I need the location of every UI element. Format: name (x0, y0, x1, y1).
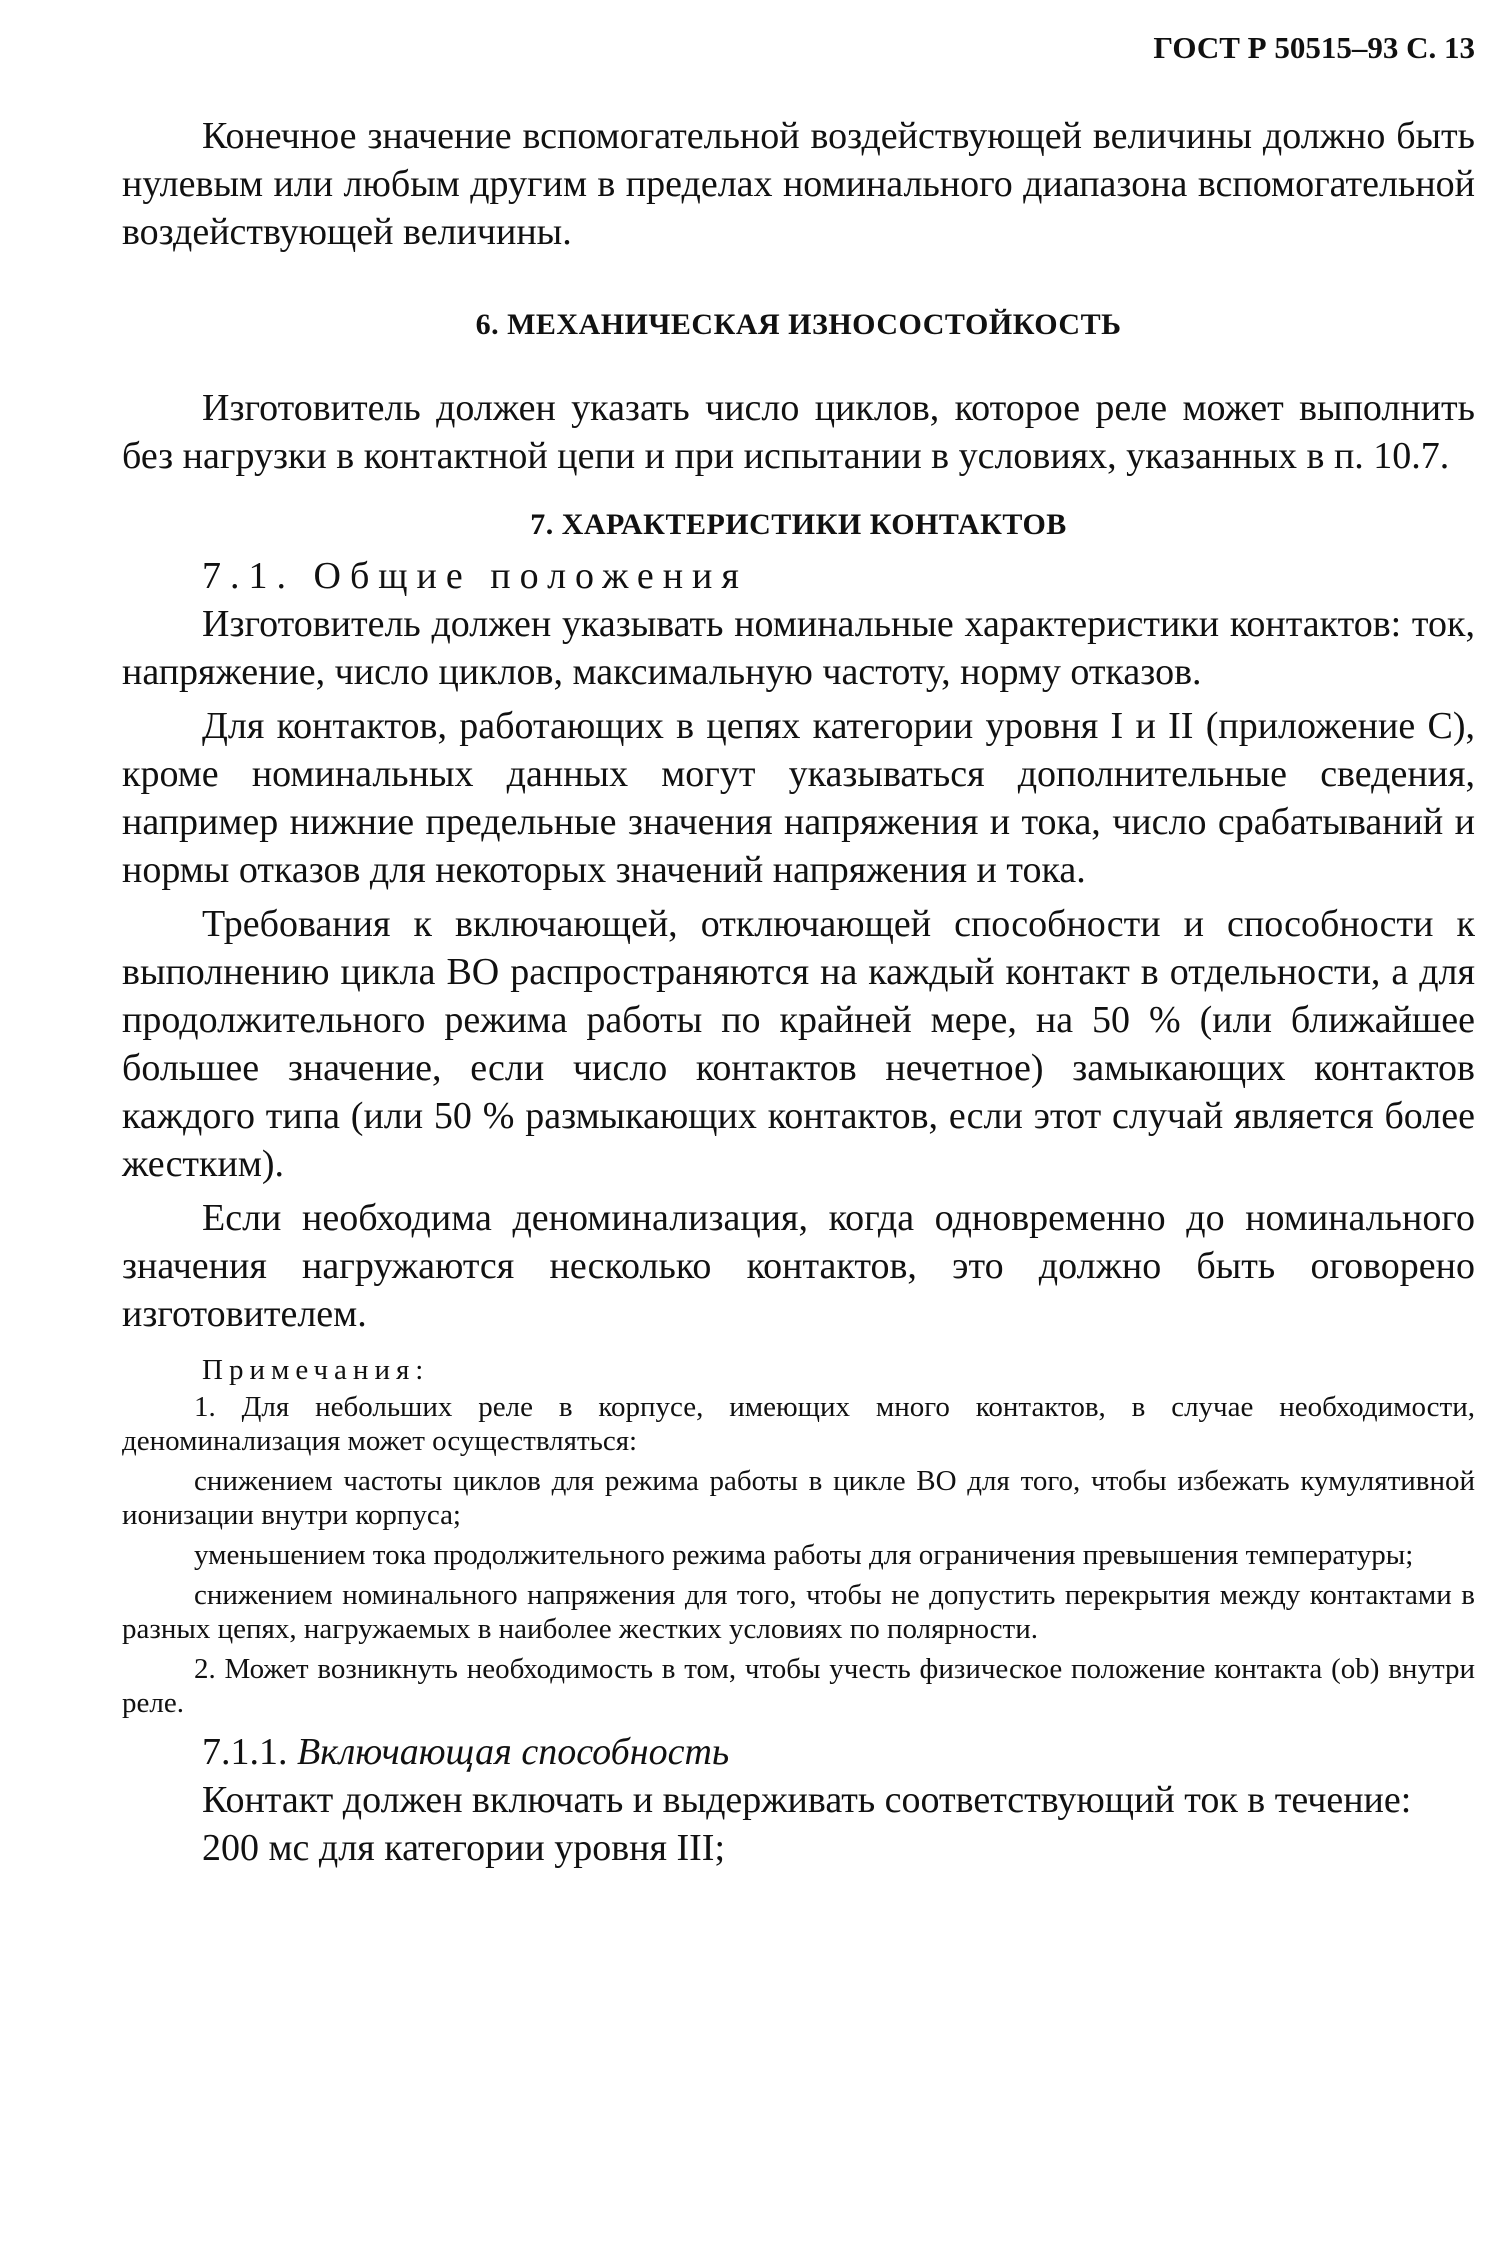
section-6-heading: 6. МЕХАНИЧЕСКАЯ ИЗНОСОСТОЙКОСТЬ (475, 308, 1122, 341)
subsection-7-1-1-title: Включающая способность (297, 1731, 730, 1773)
page-body (122, 112, 1475, 1872)
note-item: 2. Может возникнуть необходимость в том, чтобы учесть физическое положение контакта (ob) внутри реле. (122, 1653, 1475, 1719)
intro-paragraph: Конечное значение вспомогательной воздействующей величины должно быть нулевым или любым другим в пределах номинального диапазона вспомогательной воздействующей величины. (122, 115, 1475, 253)
section-7-paragraph: Если необходима деноминализация, когда одновременно до номинального значения нагружаются несколько контактов, это должно быть оговорено изготовителем. (122, 1197, 1475, 1335)
section-7-paragraph: Требования к включающей, отключающей способности и способности к выполнению цикла ВО распространяются на каждый контакт в отдельности, а для продолжительного режима работы по крайней мере, на 50 % (или ближайшее большее значение, если число контактов нечетное) замыкающих контактов каждого типа (или 50 % размыкающих контактов, если этот случай является более жестким). (122, 903, 1475, 1185)
note-item: снижением частоты циклов для режима работы в цикле ВО для того, чтобы избежать кумулятивной ионизации внутри корпуса; (122, 1465, 1475, 1531)
subsection-7-1-1-number: 7.1.1. (202, 1731, 288, 1773)
subsection-7-1-title: 7.1. Общие положения (202, 555, 748, 597)
section-7-paragraph: Для контактов, работающих в цепях категории уровня I и II (приложение С), кроме номинальных данных могут указываться дополнительные сведения, например нижние предельные значения напряжения и тока, число срабатываний и нормы отказов для некоторых значений напряжения и тока. (122, 705, 1475, 891)
notes-title: Примечания: (202, 1354, 430, 1386)
running-head: ГОСТ Р 50515–93 С. 13 (1153, 30, 1475, 65)
note-item: 1. Для небольших реле в корпусе, имеющих много контактов, в случае необходимости, деноминализация может осуществляться: (122, 1391, 1475, 1457)
list-item-200ms: 200 мс для категории уровня III; (202, 1827, 726, 1869)
section-6-paragraph: Изготовитель должен указать число циклов, которое реле может выполнить без нагрузки в контактной цепи и при испытании в условиях, указанных в п. 10.7. (122, 387, 1475, 477)
note-item: уменьшением тока продолжительного режима работы для ограничения превышения температуры; (194, 1539, 1414, 1571)
subsection-7-1-1-paragraph: Контакт должен включать и выдерживать соответствующий ток в течение: (202, 1779, 1412, 1821)
subsection-7-1-1-heading (202, 1728, 1475, 1776)
note-item: снижением номинального напряжения для того, чтобы не допустить перекрытия между контактами в разных цепях, нагружаемых в наиболее жестких условиях по полярности. (122, 1579, 1475, 1645)
section-7-heading: 7. ХАРАКТЕРИСТИКИ КОНТАКТОВ (530, 508, 1067, 541)
section-7-paragraph: Изготовитель должен указывать номинальные характеристики контактов: ток, напряжение, число циклов, максимальную частоту, норму отказов. (122, 603, 1475, 693)
